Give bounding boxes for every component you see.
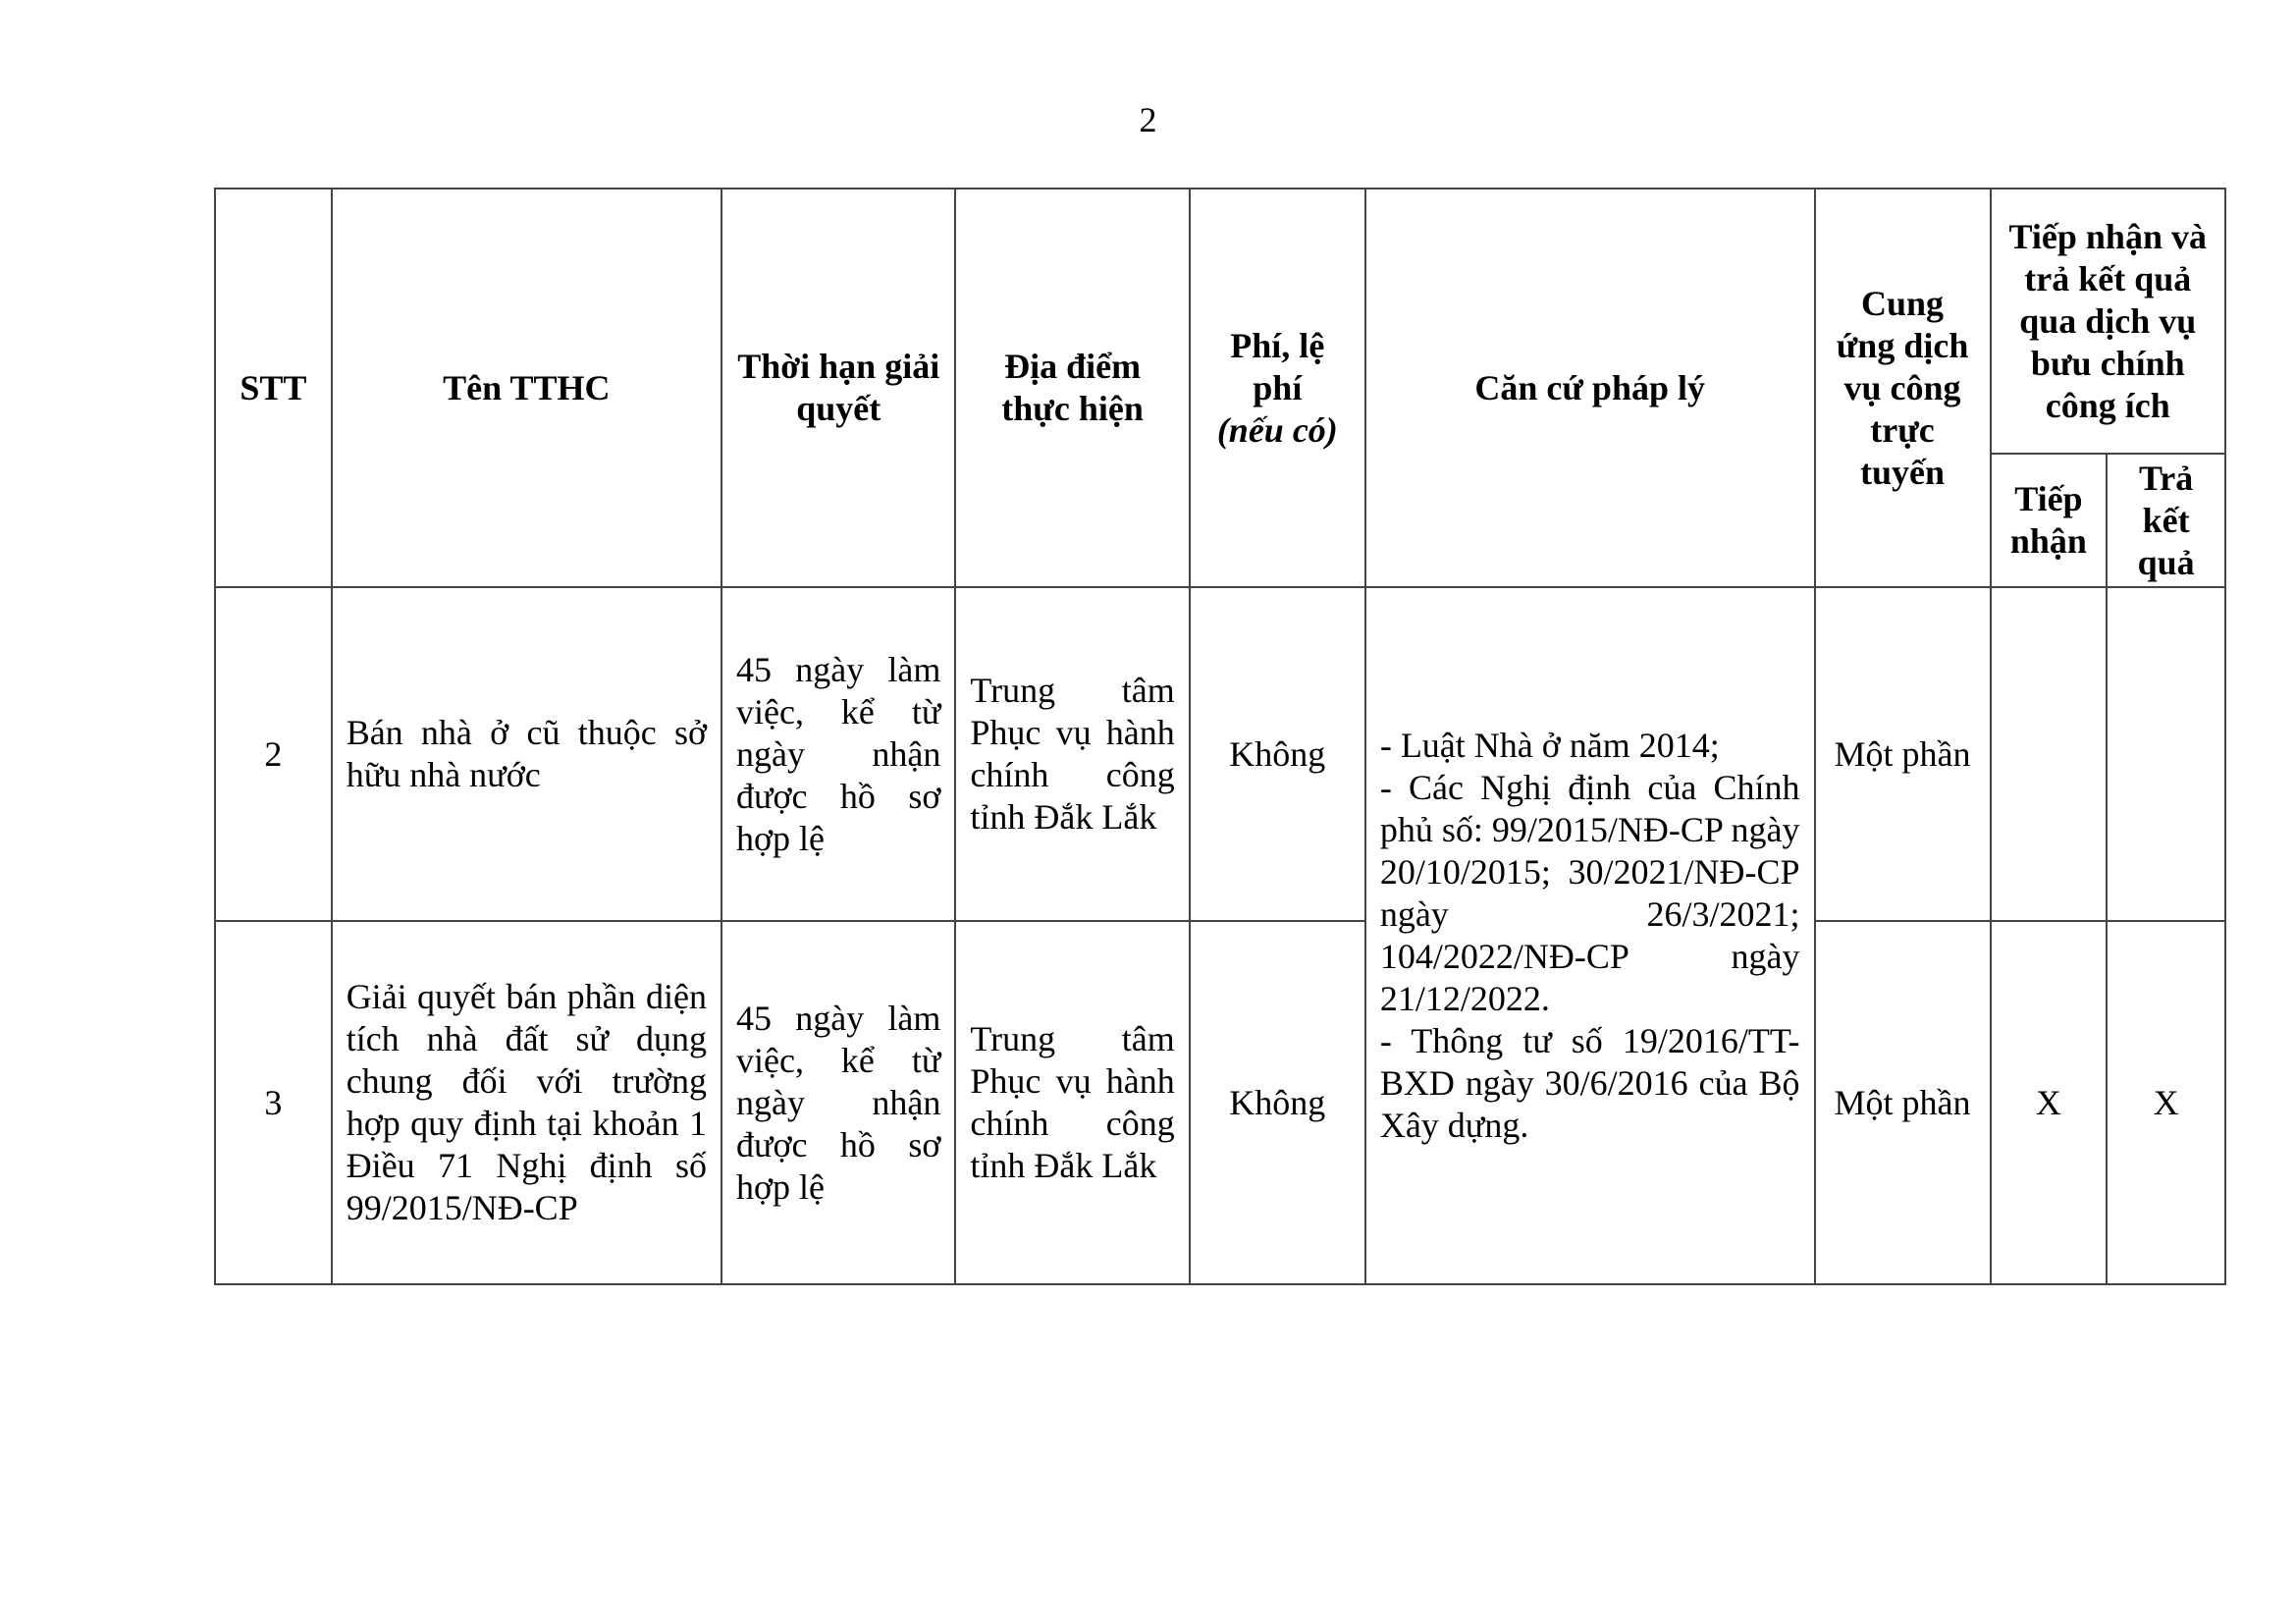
cell-tra-ket-qua: X <box>2107 921 2225 1284</box>
legal-item: - Thông tư số 19/2016/TT-BXD ngày 30/6/2016 của Bộ Xây dựng. <box>1379 1021 1800 1145</box>
cell-ten: Bán nhà ở cũ thuộc sở hữu nhà nước <box>332 587 721 921</box>
header-can-cu: Căn cứ pháp lý <box>1365 189 1815 587</box>
cell-phi: Không <box>1190 587 1365 921</box>
header-stt: STT <box>215 189 332 587</box>
header-cung-ung: Cung ứng dịch vụ công trực tuyến <box>1815 189 1991 587</box>
cell-cung-ung: Một phần <box>1815 921 1991 1284</box>
header-buu-chinh: Tiếp nhận và trả kết quả qua dịch vụ bưu chính công ích <box>1991 189 2225 454</box>
header-row <box>215 189 2225 454</box>
cell-tiep-nhan <box>1991 587 2108 921</box>
procedures-table <box>214 188 2226 1285</box>
cell-thoi-han: 45 ngày làm việc, kể từ ngày nhận được hồ sơ hợp lệ <box>721 921 955 1284</box>
header-thoi-han: Thời hạn giải quyết <box>721 189 955 587</box>
header-neu-co: (nếu có) <box>1216 409 1338 450</box>
table-row <box>215 921 2225 1284</box>
cell-dia-diem: Trung tâm Phục vụ hành chính công tỉnh Đắk Lắk <box>955 587 1189 921</box>
cell-tiep-nhan: X <box>1991 921 2108 1284</box>
cell-ten: Giải quyết bán phần diện tích nhà đất sử dụng chung đối với trường hợp quy định tại khoản 1 Điều 71 Nghị định số 99/2015/NĐ-CP <box>332 921 721 1284</box>
header-phi <box>1190 189 1365 587</box>
cell-tra-ket-qua <box>2107 587 2225 921</box>
cell-thoi-han: 45 ngày làm việc, kể từ ngày nhận được hồ sơ hợp lệ <box>721 587 955 921</box>
header-tra-ket-qua: Trả kết quả <box>2107 454 2225 587</box>
cell-stt: 3 <box>215 921 332 1284</box>
legal-item: - Luật Nhà ở năm 2014; <box>1379 726 1720 765</box>
cell-cung-ung: Một phần <box>1815 587 1991 921</box>
legal-item: - Các Nghị định của Chính phủ số: 99/2015/NĐ-CP ngày 20/10/2015; 30/2021/NĐ-CP ngày 26/3/2021; 104/2022/NĐ-CP ngày 21/12/2022. <box>1379 768 1800 1018</box>
header-dia-diem: Địa điểm thực hiện <box>955 189 1189 587</box>
cell-phi: Không <box>1190 921 1365 1284</box>
header-tiep-nhan: Tiếp nhận <box>1991 454 2108 587</box>
table-row <box>215 587 2225 921</box>
cell-dia-diem: Trung tâm Phục vụ hành chính công tỉnh Đắk Lắk <box>955 921 1189 1284</box>
header-phi-label: Phí, lệ phí <box>1230 325 1325 407</box>
header-ten-tthc: Tên TTHC <box>332 189 721 587</box>
cell-can-cu <box>1365 587 1815 1284</box>
page-number: 2 <box>1139 100 1157 139</box>
cell-stt: 2 <box>215 587 332 921</box>
